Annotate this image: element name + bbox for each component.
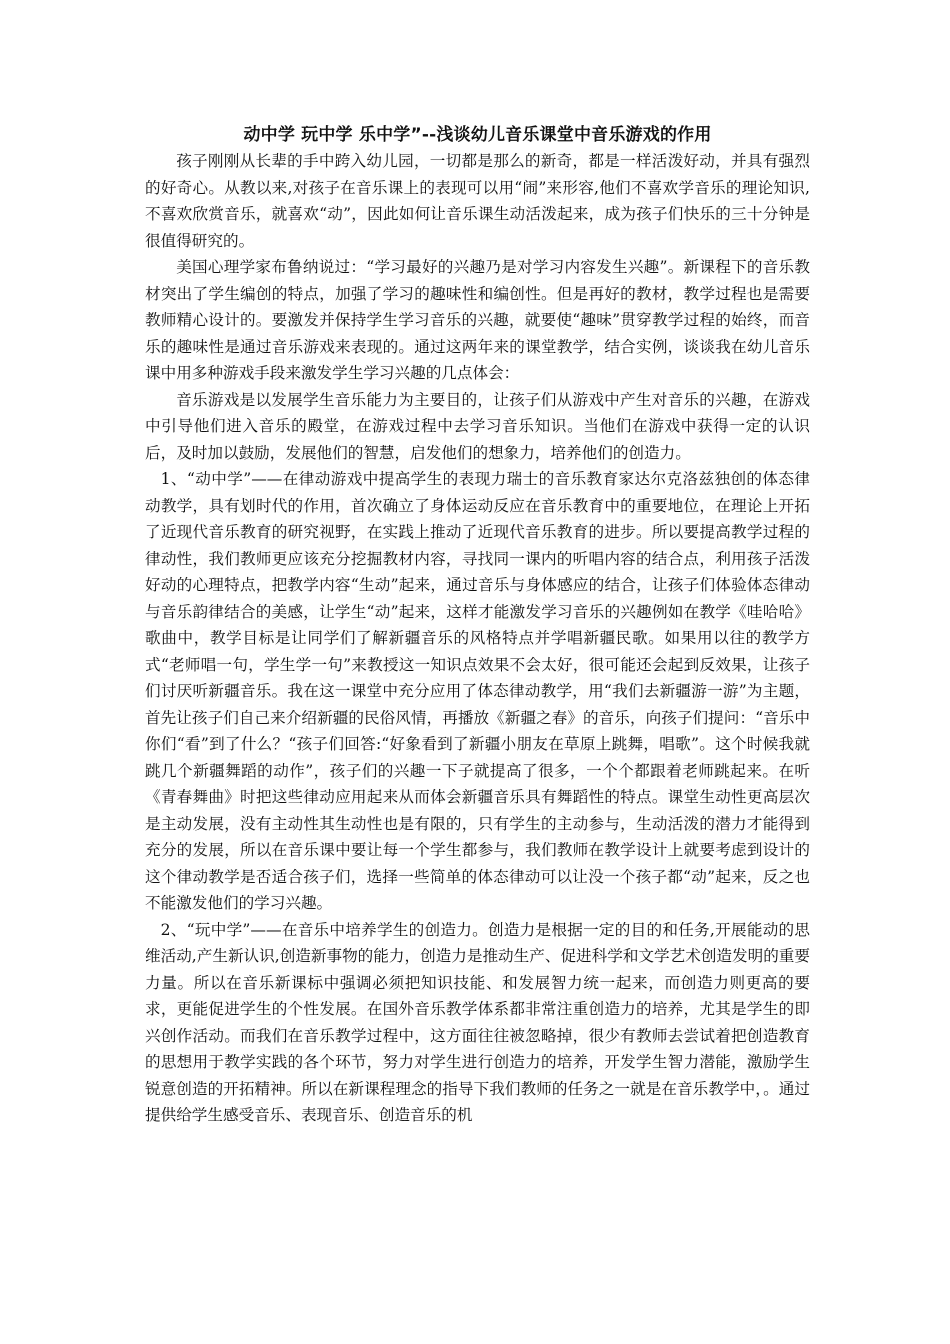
paragraph-section-2: 2、“玩中学”——在音乐中培养学生的创造力。创造力是根据一定的目的和任务,开展能动的思维活动,产生新认识,创造新事物的能力，创造力是推动生产、促进科学和文学艺术创造发明的重要力量。所以在音乐新课标中强调必须把知识技能、和发展智力统一起来，而创造力则更高的要求，更能促进学生的个性发展。在国外音乐教学体系都非常注重创造力的培养，尤其是学生的即兴创作活动。而我们在音乐教学过程中，这方面往往被忽略掉，很少有教师去尝试着把创造教育的思想用于教学实践的各个环节，努力对学生进行创造力的培养，开发学生智力潜能，激励学生锐意创造的开拓精神。所以在新课程理念的指导下我们教师的任务之一就是在音乐教学中，。通过提供给学生感受音乐、表现音乐、创造音乐的机 [145,920,810,1124]
paragraph-section-1: 1、“动中学”——在律动游戏中提高学生的表现力瑞士的音乐教育家达尔克洛兹独创的体态律动教学，具有划时代的作用，首次确立了身体运动反应在音乐教育中的重要地位，在理论上开拓了近现代音乐教育的研究视野，在实践上推动了近现代音乐教育的进步。所以要提高教学过程的律动性，我们教师更应该充分挖掘教材内容，寻找同一课内的听唱内容的结合点，利用孩子活泼好动的心理特点，把教学内容“生动”起来，通过音乐与身体感应的结合，让孩子们体验体态律动与音乐韵律结合的美感，让学生“动”起来，这样才能激发学习音乐的兴趣例如在教学《哇哈哈》歌曲中，教学目标是让同学们了解新疆音乐的风格特点并学唱新疆民歌。如果用以往的教学方式“老师唱一句，学生学一句”来教授这一知识点效果不会太好，很可能还会起到反效果，让孩子们讨厌听新疆音乐。我在这一课堂中充分应用了体态律动教学，用“我们去新疆游一游”为主题，首先让孩子们自己来介绍新疆的民俗风情，再播放《新疆之春》的音乐，向孩子们提问：“音乐中你们“看”到了什么？“孩子们回答:“好象看到了新疆小朋友在草原上跳舞，唱歌”。这个时候我就跳几个新疆舞蹈的动作”，孩子们的兴趣一下子就提高了很多，一个个都跟着老师跳起来。在听《青春舞曲》时把这些律动应用起来从而体会新疆音乐具有舞蹈性的特点。课堂生动性更高层次是主动发展，没有主动性其生动性也是有限的，只有学生的主动参与，生动活泼的潜力才能得到充分的发展，所以在音乐课中要让每一个学生都参与，我们教师在教学设计上就要考虑到设计的这个律动教学是否适合孩子们，选择一些简单的体态律动可以让没一个孩子都“动”起来，反之也不能激发他们的学习兴趣。 [145,470,810,912]
document-page [145,122,810,1129]
document-title: 动中学 玩中学 乐中学”--浅谈幼儿音乐课堂中音乐游戏的作用 [243,125,712,145]
paragraph-bruner-quote: 美国心理学家布鲁纳说过：“学习最好的兴趣乃是对学习内容发生兴趣”。新课程下的音乐教材突出了学生编创的特点，加强了学习的趣味性和编创性。但是再好的教材，教学过程也是需要教师精心设计的。要激发并保持学生学习音乐的兴趣，就要使“趣味”贯穿教学过程的始终，而音乐的趣味性是通过音乐游戏来表现的。通过这两年来的课堂教学，结合实例，谈谈我在幼儿音乐课中用多种游戏手段来激发学生学习兴趣的几点体会： [145,258,810,382]
paragraph-music-games: 音乐游戏是以发展学生音乐能力为主要目的，让孩子们从游戏中产生对音乐的兴趣，在游戏中引导他们进入音乐的殿堂，在游戏过程中去学习音乐知识。当他们在游戏中获得一定的认识后，及时加以鼓励，发展他们的智慧，启发他们的想象力，培养他们的创造力。 [145,390,810,462]
paragraph-intro: 孩子刚刚从长辈的手中跨入幼儿园，一切都是那么的新奇，都是一样活泼好动，并具有强烈的好奇心。从教以来,对孩子在音乐课上的表现可以用“闹”来形容,他们不喜欢学音乐的理论知识,不喜欢欣赏音乐，就喜欢“动”，因此如何让音乐课生动活泼起来，成为孩子们快乐的三十分钟是很值得研究的。 [145,152,810,250]
